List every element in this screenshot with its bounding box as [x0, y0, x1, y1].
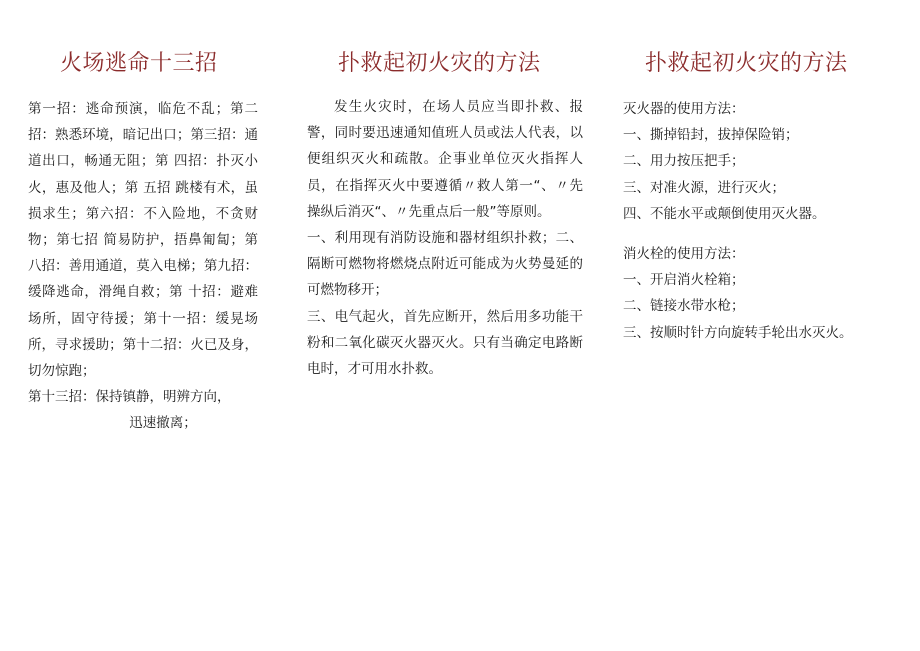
extinguisher-step: 三、对准火源，进行灭火； [623, 179, 785, 196]
section-spacer [623, 227, 883, 241]
escape-tip-thirteen-end: 迅速撤离； [129, 415, 197, 432]
initial-fire-body [307, 94, 583, 382]
escape-tips-body [28, 96, 258, 437]
hydrant-step: 一、开启消火栓箱； [623, 272, 745, 289]
extinguisher-step: 四、不能水平或颠倒使用灭火器。 [623, 205, 826, 222]
escape-tip-thirteen: 第十三招：保持镇静，明辨方向， [28, 389, 231, 406]
initial-fire-method-1-2: 一、利用现有消防设施和器材组织扑救；二、隔断可燃物将燃烧点附近可能成为火势曼延的可燃物移开； [307, 230, 583, 299]
escape-tips-paragraph: 第一招：逃命预演，临危不乱；第二招：熟悉环境，暗记出口；第三招：通道出口，畅通无阻；第 四招：扑灭小火，惠及他人；第 五招 跳楼有术，虽损求生；第六招：不入险地，不贪财物；第七招 简易防护，捂鼻匍匐；第 八招：善用通道，莫入电梯；第九招：缓降逃命，滑绳自救；第 十招：避难场所，固守待援；第十一招：缓晃场所，寻求援助；第十二招：火已及身，切勿惊跑； [28, 101, 258, 380]
escape-tips-title: 火场逃命十三招 [60, 51, 218, 76]
initial-fire-method-3: 三、电气起火，首先应断开，然后用多功能干粉和二氧化碳灭火器灭火。只有当确定电路断电时，才可用水扑救。 [307, 308, 583, 378]
equipment-usage-body [623, 96, 883, 346]
equipment-usage-title: 扑救起初火灾的方法 [645, 51, 848, 76]
extinguisher-step: 一、撕掉铅封，拔掉保险销； [623, 127, 799, 144]
initial-fire-intro: 发生火灾时，在场人员应当即扑救、报警，同时要迅速通知值班人员或法人代表，以便组织灭火和疏散。企事业单位灭火指挥人员，在指挥灭火中要遵循〃救人第一“、〃先操纵后消灭“、〃先重点后一般”等原则。 [307, 99, 583, 220]
hydrant-heading: 消火栓的使用方法： [623, 246, 745, 263]
hydrant-step: 三、按顺时针方向旋转手轮出水灭火。 [623, 324, 853, 341]
hydrant-step: 二、链接水带水枪； [623, 298, 745, 315]
extinguisher-step: 二、用力按压把手； [623, 153, 745, 170]
extinguisher-heading: 灭火器的使用方法： [623, 101, 745, 117]
initial-fire-title: 扑救起初火灾的方法 [338, 51, 541, 76]
